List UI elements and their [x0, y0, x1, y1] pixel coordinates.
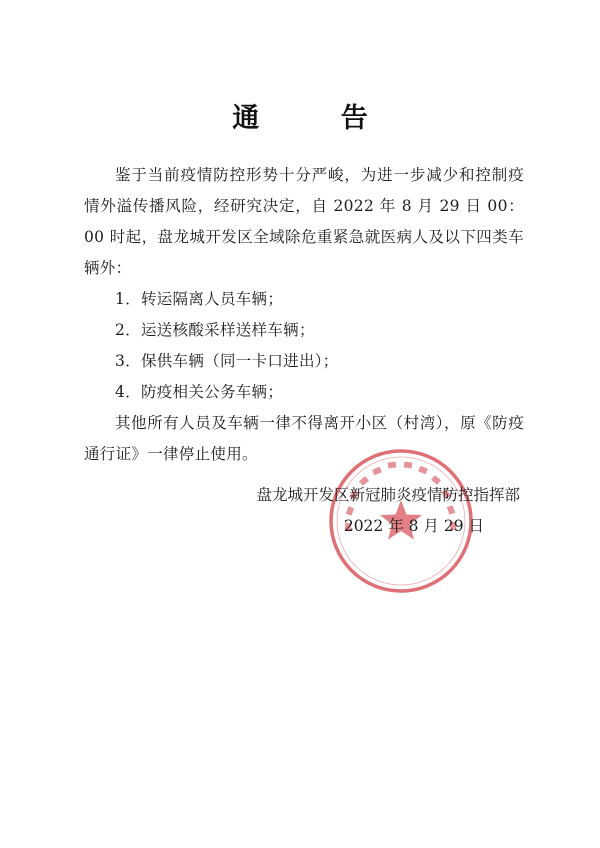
- page-title: 通 告: [232, 103, 404, 134]
- signing-date: 2022 年 8 月 29 日: [343, 517, 484, 535]
- list-item-4: 4．防疫相关公务车辆；: [115, 383, 284, 401]
- signing-organization: 盘龙城开发区新冠肺炎疫情防控指挥部: [256, 486, 520, 504]
- intro-paragraph: 鉴于当前疫情防控形势十分严峻，为进一步减少和控制疫情外溢传播风险，经研究决定，自 2022 年 8 月 29 日 00：00 时起，盘龙城开发区全域除危重紧急就医病人及以下四类车辆外：: [84, 166, 524, 277]
- list-item-1: 1．转运隔离人员车辆；: [115, 290, 284, 308]
- notice-body: [84, 160, 524, 470]
- list-item-2: 2．运送核酸采样送样车辆；: [115, 321, 315, 339]
- signature-block: [256, 480, 520, 542]
- closing-paragraph: 其他所有人员及车辆一律不得离开小区（村湾），原《防疫通行证》一律停止使用。: [84, 414, 524, 463]
- list-item-3: 3．保供车辆（同一卡口进出）；: [115, 352, 339, 370]
